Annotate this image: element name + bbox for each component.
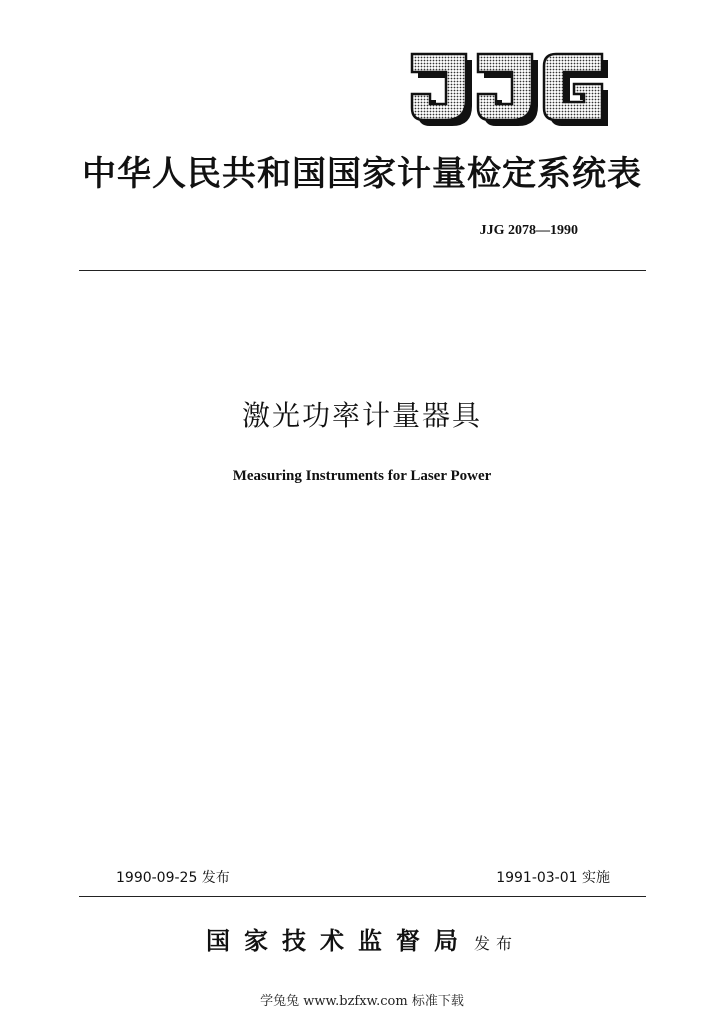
document-title-en: Measuring Instruments for Laser Power bbox=[232, 468, 492, 484]
publisher-suffix: 发布 bbox=[473, 934, 518, 953]
issue-date: 1990-09-25 发布 bbox=[116, 870, 230, 886]
jjg-logo bbox=[408, 50, 612, 130]
bottom-divider bbox=[79, 896, 646, 897]
watermark: 学兔兔 www.bzfxw.com 标准下载 bbox=[260, 994, 464, 1009]
publisher-line bbox=[0, 925, 724, 960]
implementation-date: 1991-03-01 实施 bbox=[496, 870, 610, 886]
top-divider bbox=[79, 270, 646, 271]
document-title-cn: 激光功率计量器具 bbox=[241, 399, 482, 432]
publisher-name: 国家技术监督局 bbox=[205, 926, 472, 955]
standard-number: JJG 2078—1990 bbox=[479, 223, 578, 238]
series-title: 中华人民共和国国家计量检定系统表 bbox=[82, 154, 642, 194]
